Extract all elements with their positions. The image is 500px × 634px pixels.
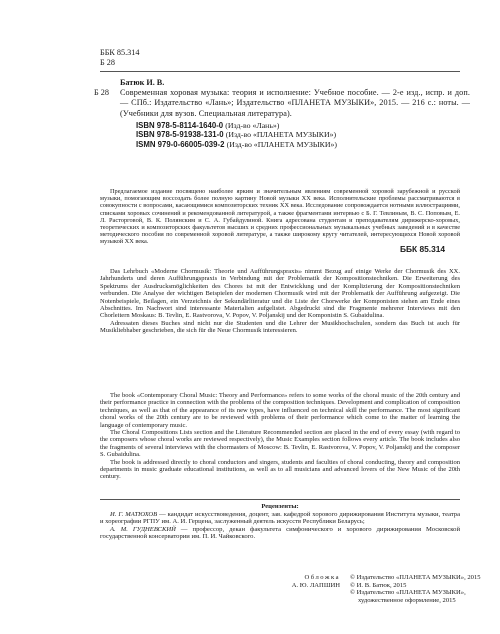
- bibliographic-entry: [94, 78, 470, 150]
- annotation-paragraph: The book «Contemporary Choral Music: Theory and Performance» refers to some works of the choral music of the 20th century and their performance practice in connection with the problems of the composition techniques. Development and complication of composition techniques, as well as that of the appearance of its new types, have influenced on technical skill the performance. The most significant choral works of the 20th century are to be reviewed with problems of their performance which come to the matter of learning the language of contemporary music.: [100, 392, 460, 429]
- bbk-code: ББК 85.314: [100, 48, 140, 57]
- isbn-publisher: (Изд-во «Лань»): [225, 120, 280, 130]
- isbn-line: [136, 130, 470, 140]
- isbn-line: [136, 140, 470, 150]
- isbn-number: ISBN 978-5-91938-131-0: [136, 130, 224, 140]
- annotation-paragraph: Adressaten dieses Buches sind nicht nur die Studenten und die Lehrer der Musikhochschulen, sondern das Buch ist auch für Musikliebhaber geschrieben, die sich für die Neue Chormusik interessieren.: [100, 319, 460, 335]
- entry-description: Современная хоровая музыка: теория и исполнение: Учебное пособие. — 2-е изд., испр. и доп. — СПб.: Издательство «Лань»; Издательство «ПЛАНЕТА МУЗЫКИ», 2015. — 216 с.: ноты. — (Учебники для вузов. Специальная литература).: [120, 88, 470, 118]
- isbn-publisher: (Изд-во «ПЛАНЕТА МУЗЫКИ»): [226, 140, 337, 149]
- isbn-line: [136, 121, 470, 131]
- annotation-paragraph: The Choral Compositions Lists section and the Literature Recommended section are placed in the end of every essay (with regard to the composers whose choral works are reviewed respectively), the Music Examples section follows every article. The book includes also the fragments of several interviews with the chormasters of Moscow: B. Tevlin, E. Rastvorova, V. Popov, V. Poljanskij and the composer S. Gubaidulina.: [100, 429, 460, 459]
- cover-credit: [240, 574, 340, 589]
- reviewer-details: — профессор, декан факультета симфонического и хорового дирижирования Московской государственной консерватории им. П. И. Чайковского.: [100, 525, 460, 541]
- reviewer-name: И. Г. МАТЮХОВ: [110, 510, 158, 518]
- copyright-line: художественное оформление, 2015: [358, 596, 456, 604]
- annotation-english: [100, 392, 460, 481]
- isbn-number: ISMN 979-0-66005-039-2: [136, 140, 225, 149]
- copyright-line: © И. В. Батюк, 2015: [350, 581, 407, 589]
- divider-top: [100, 71, 460, 72]
- entry-code: Б 28: [94, 88, 109, 97]
- reviewer-details: — кандидат искусствоведения, доцент, зав. кафедрой хорового дирижирования Института музыки, театра и хореографии РГПУ им. А. И. Герцена, заслуженный деятель искусств Республики Беларусь;: [100, 510, 461, 526]
- reviewers-block: [100, 503, 460, 541]
- cover-designer: А. Ю. ЛАПШИН: [291, 581, 340, 589]
- bbk-classification-right: ББК 85.314: [400, 244, 446, 254]
- copyright-line: © Издательство «ПЛАНЕТА МУЗЫКИ»,: [350, 589, 466, 597]
- divider-middle: [100, 499, 460, 500]
- annotation-german: [100, 268, 460, 335]
- entry-author: Батюк И. В.: [120, 78, 165, 87]
- cover-label: Обложка: [304, 574, 340, 581]
- isbn-publisher: (Изд-во «ПЛАНЕТА МУЗЫКИ»): [225, 130, 337, 140]
- isbn-list: [100, 121, 470, 150]
- reviewers-heading: Рецензенты:: [261, 503, 299, 510]
- isbn-number: ISBN 978-5-8114-1640-0: [136, 120, 224, 130]
- annotation-paragraph: The book is addressed directly to choral conductors and singers, students and faculties of choral conducting, theory and composition departments in music graduate educational institutions, as well as to all musicians and advanced lovers of the New Music of the 20th century.: [100, 458, 460, 481]
- copyright-line: © Издательство «ПЛАНЕТА МУЗЫКИ», 2015: [350, 574, 481, 581]
- reviewer-name: А. М. ГУДНЕВСКИЙ: [110, 525, 176, 533]
- author-mark: Б 28: [100, 58, 115, 67]
- annotation-paragraph: Das Lehrbuch «Moderne Chormusik: Theorie und Aufführungspraxis» nimmt Bezug auf einige Werke der Chormusik des XX. Jahrhunderts und deren Aufführungspraxis in Verbindung mit der Problematik der Kompositionstechniken. Die Erweiterung des Spektrums der Ausdrucksmöglichkeiten des Chores ist mit der Entwicklung und der Komplizierung der Kompositionstechniken verbunden. Die Analyse der wichtigen Beispielen der modernen Chormusik wird mit der Problematik der Aufführung aufgezeigt. Die Notenbeispiele, Beilagen, ein Verzeichnis der Sekundärliteratur und die Liste der Chorwerke der Komponisten stehen am Ende eines Abschnittes. Im Nachwort sind interessante Materialien aufgelistet. Abgedruckt sind die Fragmente mehrerer Interviews mit den Chorleitern Moskaus: B. Tevlin, E. Rastvorova, V. Popov, V. Poljanskij und der Komponistin S. Gubaidulina.: [100, 268, 460, 320]
- annotation-russian: Предлагаемое издание посвящено наиболее ярким и значительным явлениям современной хоровой зарубежной и русской музыки, помогающим воссоздать более полную картину Новой музыки XX века. Исполнительские проблемы рассматриваются в совокупности с вопросами, касающимися композиторских техник XX века. Исследование сопровождается нотными иллюстрациями, списками хоровых сочинений и рекомендованной литературой, а также фрагментами интервью с Б. Г. Тевлиным, В. С. Поповым, Е. Л. Расторговой, В. К. Полянским и С. А. Губайдулиной. Книга адресована студентам и преподавателям дирижерско-хоровых, теоретических и композиторских факультетов высших и средних профессиональных музыкальных учебных заведений и в качестве методического пособия по современной хоровой литературе, а также широкому кругу читателей, интересующихся Новой хоровой музыкой XX века.: [100, 188, 460, 246]
- reviewer-entry: [100, 526, 460, 541]
- reviewer-entry: [100, 511, 460, 526]
- bbk-classification-top: [100, 48, 139, 68]
- copyright-notices: [350, 574, 500, 604]
